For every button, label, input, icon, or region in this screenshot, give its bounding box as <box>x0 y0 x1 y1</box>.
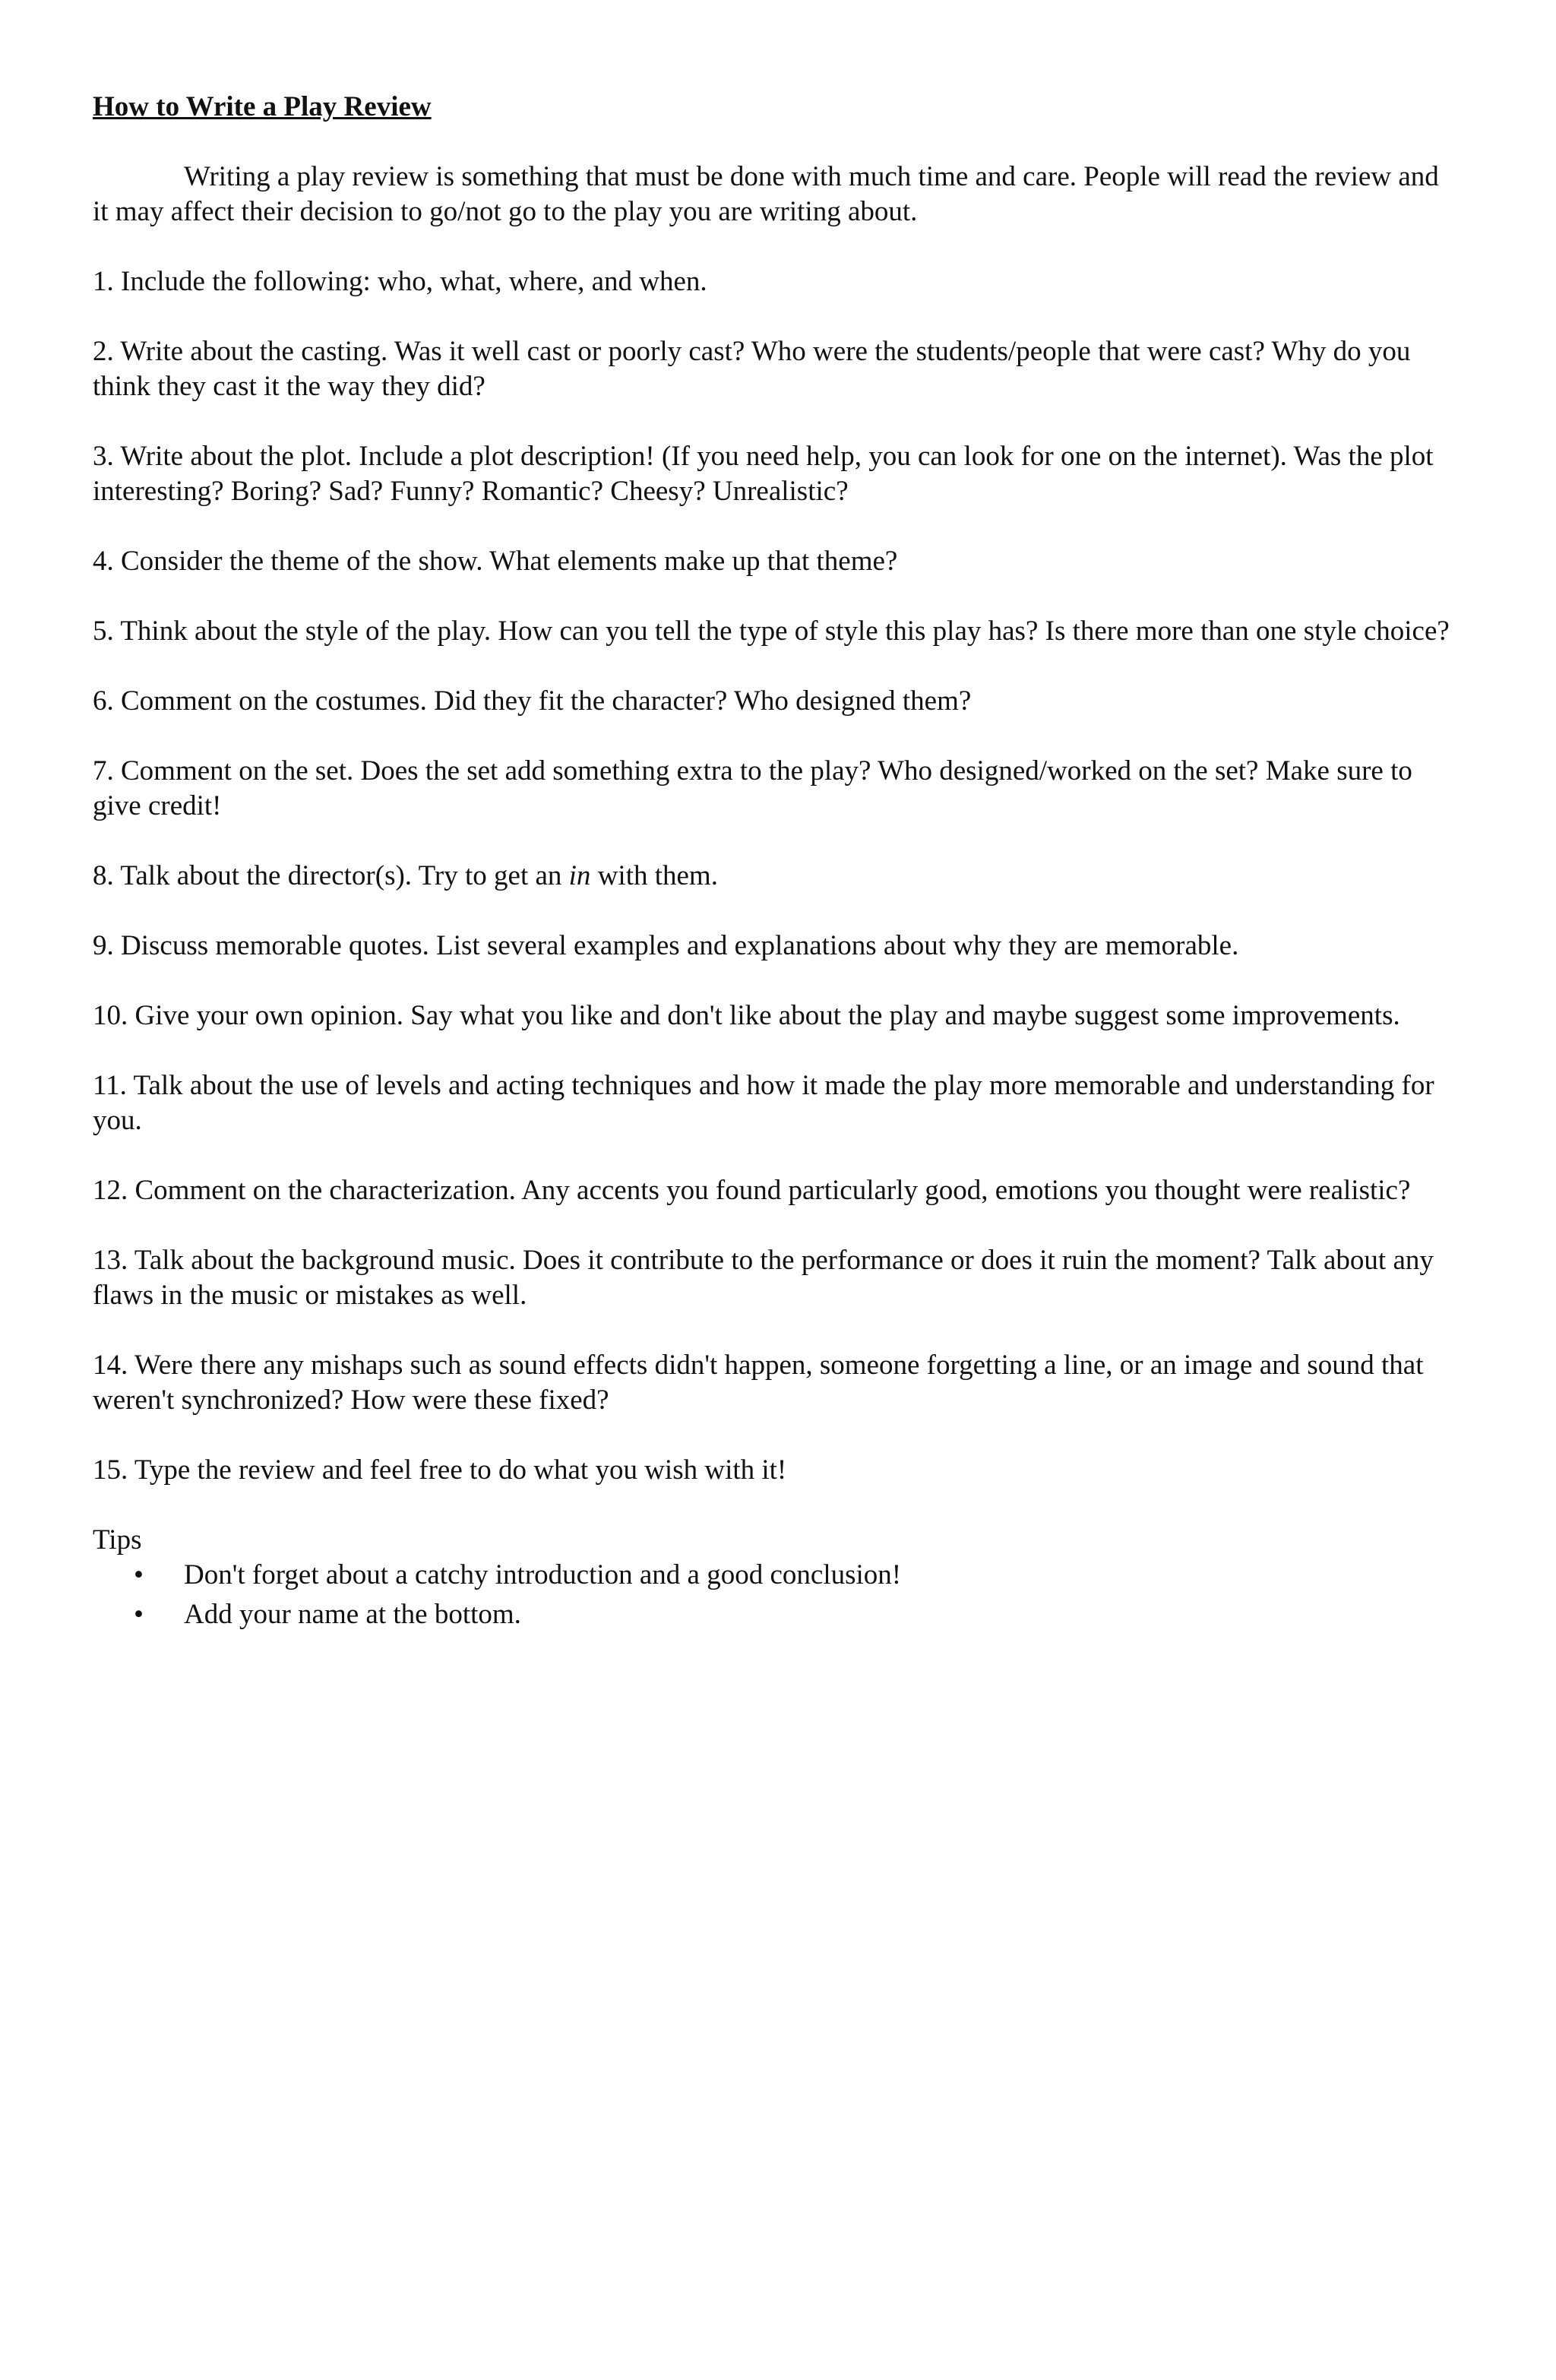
tip-text: Add your name at the bottom. <box>184 1599 521 1630</box>
step-item: 9. Discuss memorable quotes. List several examples and explanations about why they are memorable. <box>93 930 1239 961</box>
intro-paragraph: Writing a play review is something that must be done with much time and care. People will read the review and it may affect their decision to go/not go to the play you are writing about. <box>93 161 1439 227</box>
step-item: 5. Think about the style of the play. How can you tell the type of style this play has? Is there more than one style choice? <box>93 616 1450 647</box>
step-emphasis: in <box>568 860 591 891</box>
tips-list <box>93 1558 1460 1632</box>
step-item: 2. Write about the casting. Was it well cast or poorly cast? Who were the students/people that were cast? Why do you think they cast it the way they did? <box>93 336 1411 402</box>
step-item: 3. Write about the plot. Include a plot description! (If you need help, you can look for one on the internet). Was the plot interesting? Boring? Sad? Funny? Romantic? Cheesy? Unrealistic? <box>93 441 1434 507</box>
tips-heading: Tips <box>93 1524 142 1556</box>
page-title: How to Write a Play Review <box>93 91 432 122</box>
step-text: 8. Talk about the director(s). Try to get an <box>93 860 569 891</box>
step-item: 12. Comment on the characterization. Any accents you found particularly good, emotions you thought were realistic? <box>93 1175 1411 1206</box>
step-item: 14. Were there any mishaps such as sound effects didn't happen, someone forgetting a line, or an image and sound that weren't synchronized? How were these fixed? <box>93 1350 1424 1416</box>
step-item: 4. Consider the theme of the show. What elements make up that theme? <box>93 546 898 577</box>
bullet-icon: • <box>134 1559 144 1590</box>
document-page <box>93 90 1460 1637</box>
step-item: 13. Talk about the background music. Does it contribute to the performance or does it ruin the moment? Talk about any flaws in the music or mistakes as well. <box>93 1245 1434 1311</box>
tip-item <box>93 1597 1460 1632</box>
step-item: 1. Include the following: who, what, where, and when. <box>93 266 707 297</box>
step-list <box>93 264 1460 1488</box>
step-item: 7. Comment on the set. Does the set add something extra to the play? Who designed/worked on the set? Make sure to give credit! <box>93 755 1412 821</box>
step-item: 10. Give your own opinion. Say what you like and don't like about the play and maybe suggest some improvements. <box>93 1000 1400 1031</box>
step-item <box>93 859 1460 894</box>
step-item: 15. Type the review and feel free to do what you wish with it! <box>93 1454 787 1486</box>
tip-text: Don't forget about a catchy introduction and a good conclusion! <box>184 1559 902 1590</box>
step-item: 11. Talk about the use of levels and acting techniques and how it made the play more memorable and understanding for you. <box>93 1070 1434 1136</box>
bullet-icon: • <box>134 1599 144 1630</box>
tip-item <box>93 1558 1460 1593</box>
step-item: 6. Comment on the costumes. Did they fit the character? Who designed them? <box>93 685 972 717</box>
step-text: with them. <box>590 860 718 891</box>
